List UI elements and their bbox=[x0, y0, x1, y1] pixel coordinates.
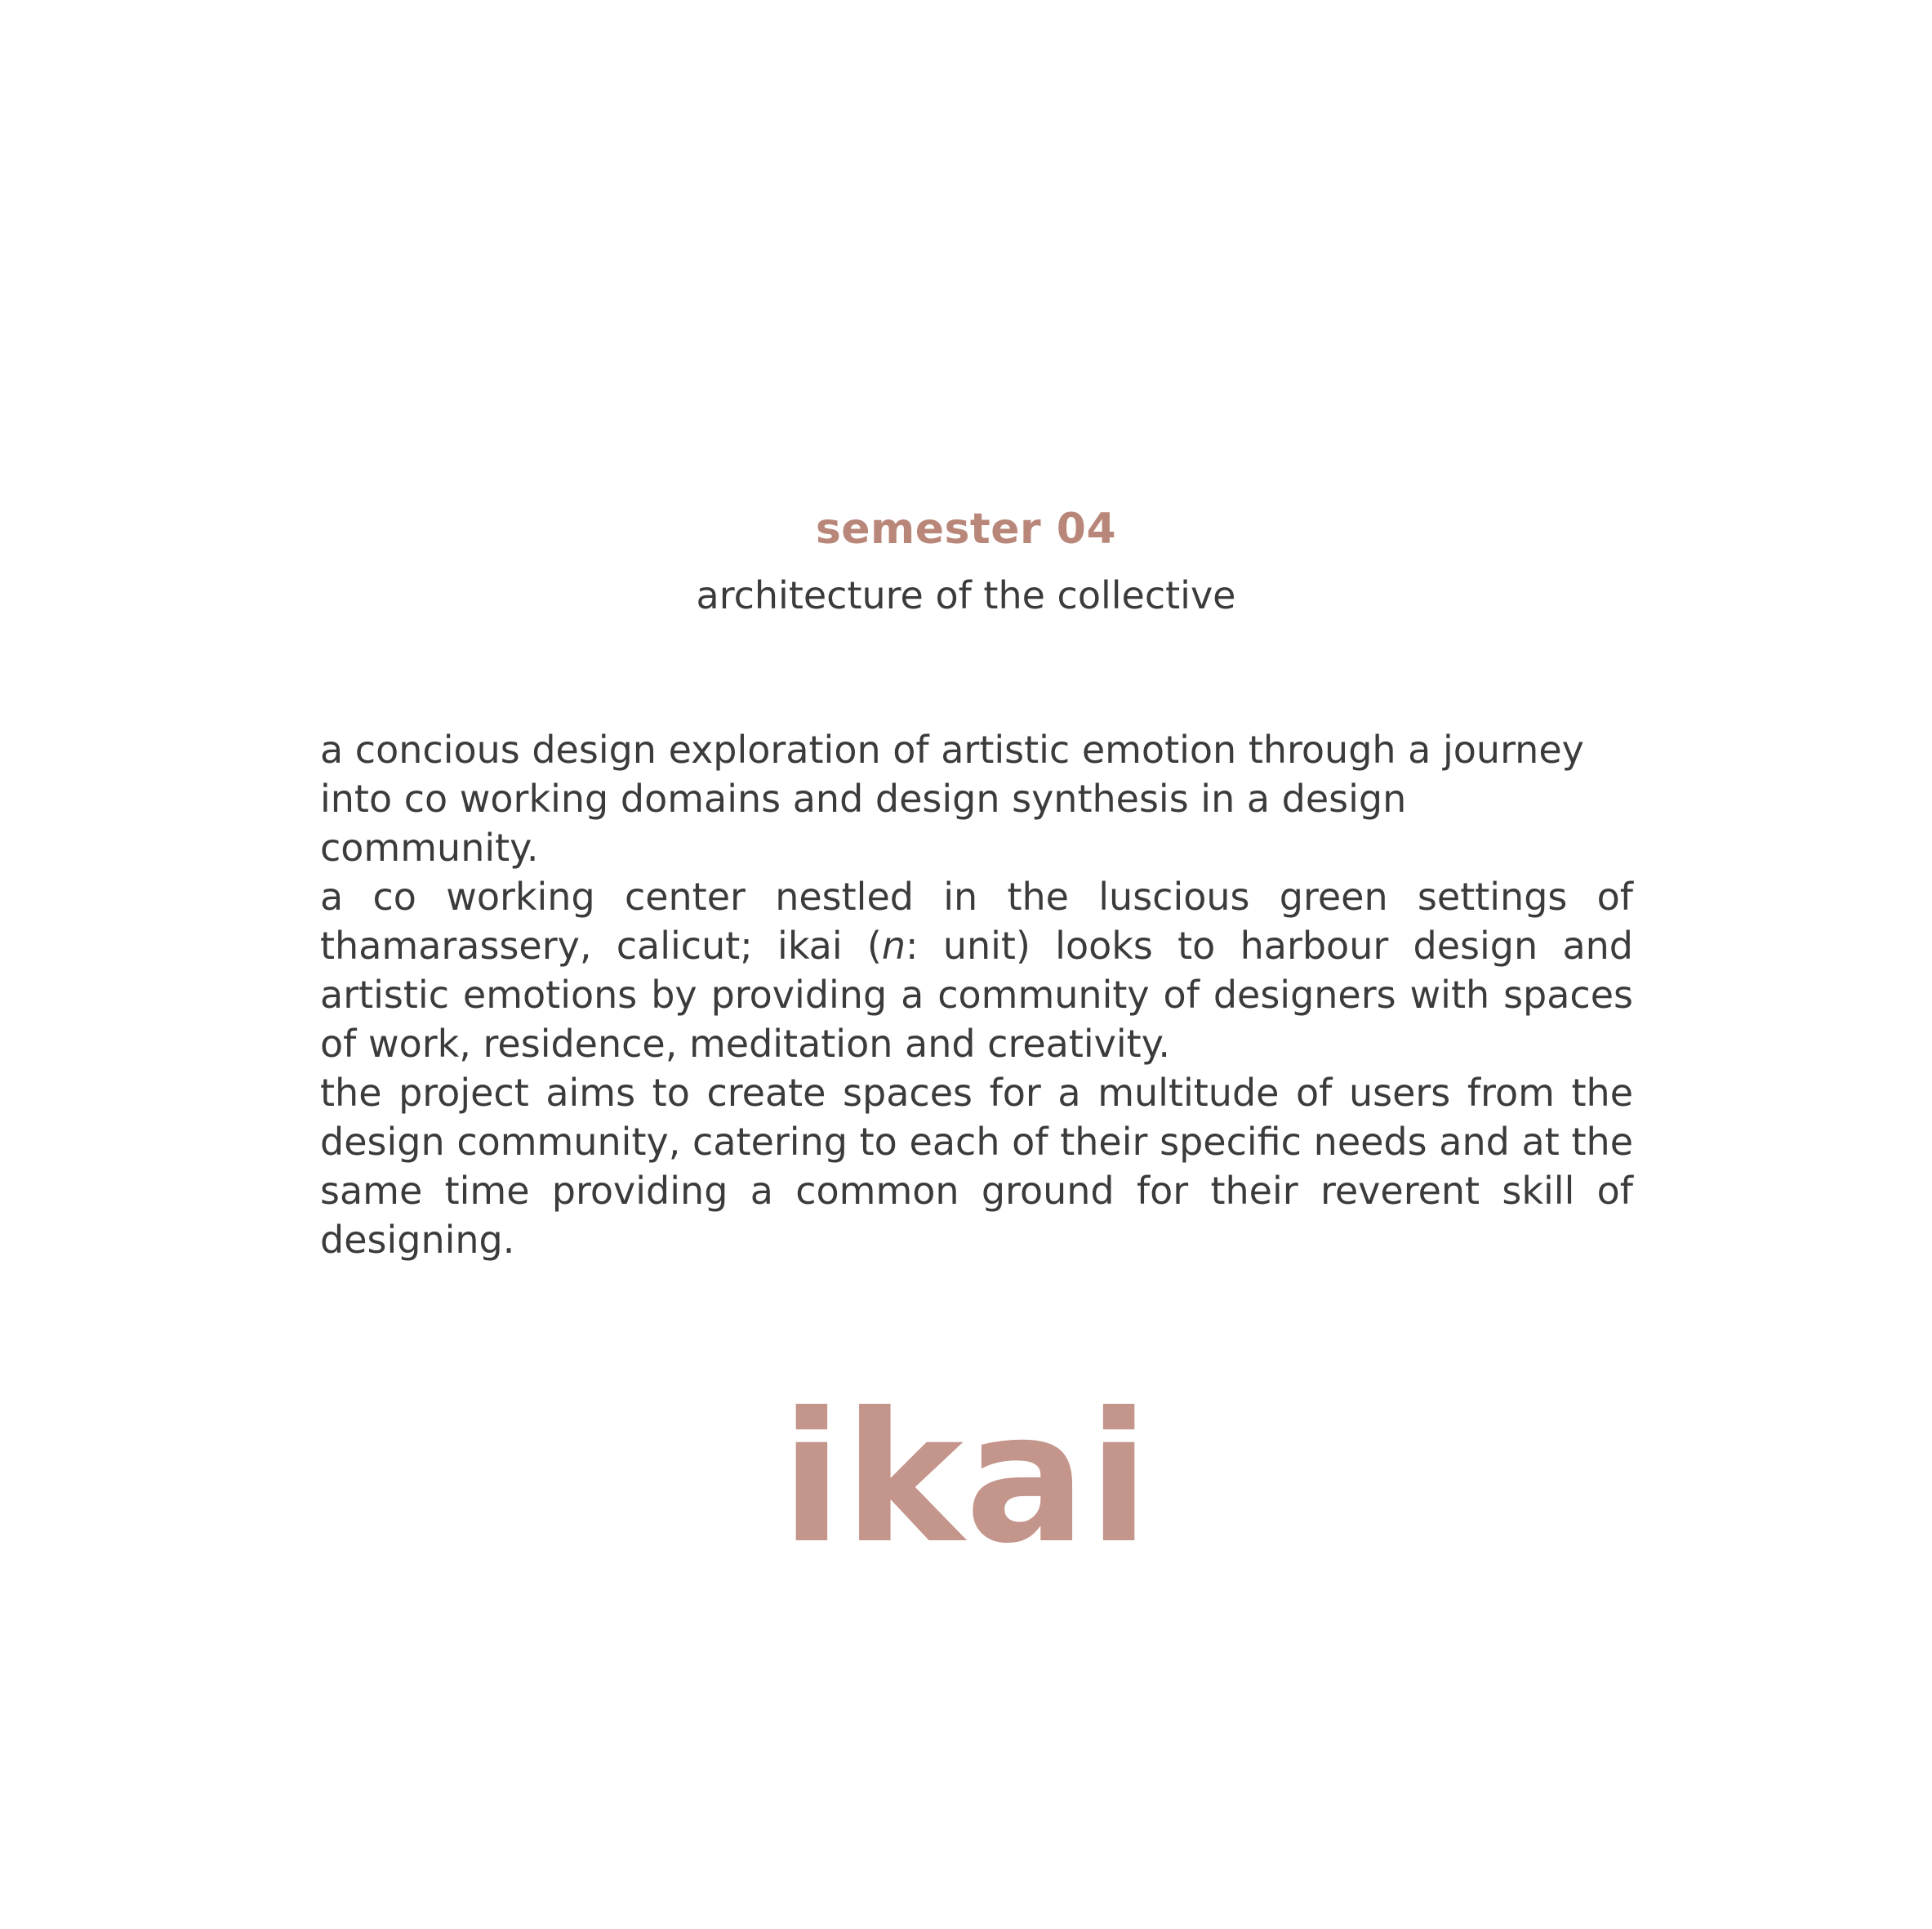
description-italic-term: n bbox=[881, 924, 906, 968]
intro-paragraph: a concious design exploration of artistic emotion through a journey into co working domains and design synthesis in a design community. bbox=[320, 728, 1584, 870]
ikai-logo: ikai bbox=[781, 1374, 1151, 1583]
project-subtitle: architecture of the collective bbox=[696, 573, 1236, 617]
description-text-end: : unit) looks to harbour design and artistic emotions by providing a community of designers with spaces of work, residence, meditation and creativity. bbox=[320, 924, 1633, 1066]
aim-paragraph: the project aims to create spaces for a multitude of users from the design community, catering to each of their specific needs and at the same time providing a common ground for their reverent skill of designing. bbox=[320, 1071, 1633, 1262]
semester-title: semester 04 bbox=[815, 505, 1117, 554]
description-paragraph bbox=[320, 872, 1633, 1068]
description-text-start: a co working center nestled in the luscious green settings of thamarassery, calicut; ikai ( bbox=[320, 875, 1633, 968]
